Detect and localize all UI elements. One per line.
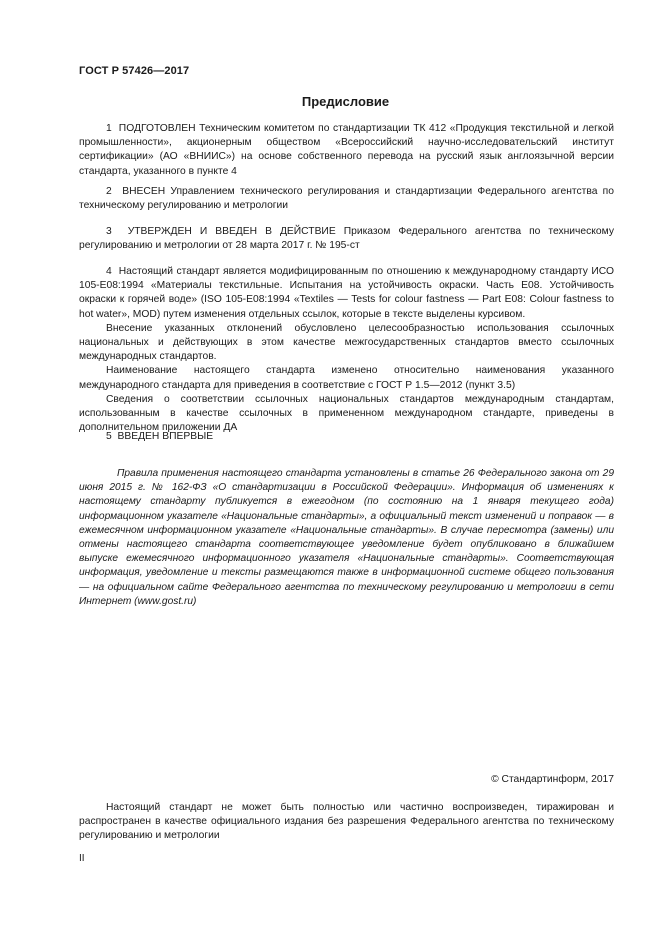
standard-code: ГОСТ Р 57426—2017: [79, 65, 190, 77]
section-text: ВВЕДЕН ВПЕРВЫЕ: [117, 431, 214, 442]
section-number: 1: [106, 123, 112, 134]
section-number: 5: [106, 431, 112, 442]
section-text: ВНЕСЕН Управлением технического регулирования и стандартизации Федерального агентства по техническому регулированию и метрологии: [79, 186, 614, 212]
section-paragraph: [79, 430, 614, 444]
page-number: II: [79, 853, 85, 864]
section-number: 4: [106, 266, 112, 277]
section-paragraph: [79, 225, 614, 253]
section-1: [79, 122, 614, 179]
section-text: Настоящий стандарт является модифицированным по отношению к международному стандарту ИСО 105-Е08:1994 «Материалы текстильные. Испытания на устойчивость окраски. Часть Е08. Устойчивость окраски к горячей воде» (ISO 105-E08:1994 «Textiles — Tests for colour fastness — Part E08: Colour fastness to hot water», MOD) путем изменения отдельных ссылок, которые в тексте выделены курсивом.: [79, 266, 614, 320]
section-paragraph: Внесение указанных отклонений обусловлено целесообразностью использования ссылочных национальных и действующих в этом качестве межгосударственных стандартов вместо ссылочных международных стандартов.: [79, 322, 614, 363]
reproduction-notice: Настоящий стандарт не может быть полностью или частично воспроизведен, тиражирован и распространен в качестве официального издания без разрешения Федерального агентства по техническому регулированию и метрологии: [79, 802, 614, 842]
usage-notice: Правила применения настоящего стандарта установлены в статье 26 Федерального закона от 29 июня 2015 г. № 162-ФЗ «О стандартизации в Российской Федерации». Информация об изменениях к настоящему стандарту публикуется в ежегодном (по состоянию на 1 января текущего года) информационном указателе «Национальные стандарты», а официальный текст изменений и поправок — в ежемесячном информационном указателе «Национальные стандарты». В случае пересмотра (замены) или отмены настоящего стандарта соответствующее уведомление будет опубликовано в ближайшем выпуске ежемесячного информационного указателя «Национальные стандарты». Соответствующая информация, уведомление и тексты размещаются также в информационной системе общего пользования — на официальном сайте Федерального агентства по техническому регулированию и метрологии в сети Интернет (www.gost.ru): [79, 468, 614, 607]
copyright: © Стандартинформ, 2017: [491, 774, 614, 785]
section-text: УТВЕРЖДЕН И ВВЕДЕН В ДЕЙСТВИЕ Приказом Федерального агентства по техническому регулированию и метрологии от 28 марта 2017 г. № 195-ст: [79, 226, 614, 252]
section-text: ПОДГОТОВЛЕН Техническим комитетом по стандартизации ТК 412 «Продукция текстильной и легкой промышленности», акционерным обществом «Всероссийский научно-исследовательский институт сертификации» (АО «ВНИИС») на основе собственного перевода на русский язык англоязычной версии стандарта, указанного в пункте 4: [79, 123, 614, 177]
section-3: [79, 225, 614, 253]
section-paragraph: [79, 185, 614, 213]
section-paragraph: Наименование настоящего стандарта изменено относительно наименования указанного международного стандарта для приведения в соответствие с ГОСТ Р 1.5—2012 (пункт 3.5): [79, 365, 614, 391]
section-5: [79, 430, 614, 444]
section-number: 2: [106, 186, 112, 197]
section-number: 3: [106, 226, 112, 237]
section-2: [79, 185, 614, 213]
section-paragraph: [79, 122, 614, 179]
page-title: Предисловие: [301, 94, 390, 109]
section-4: [79, 265, 614, 435]
section-paragraph: Сведения о соответствии ссылочных национальных стандартов международным стандартам, использованным в качестве ссылочных в примененном международном стандарте, приведены в дополнительном приложении ДА: [79, 393, 614, 434]
section-paragraph: [79, 265, 614, 322]
